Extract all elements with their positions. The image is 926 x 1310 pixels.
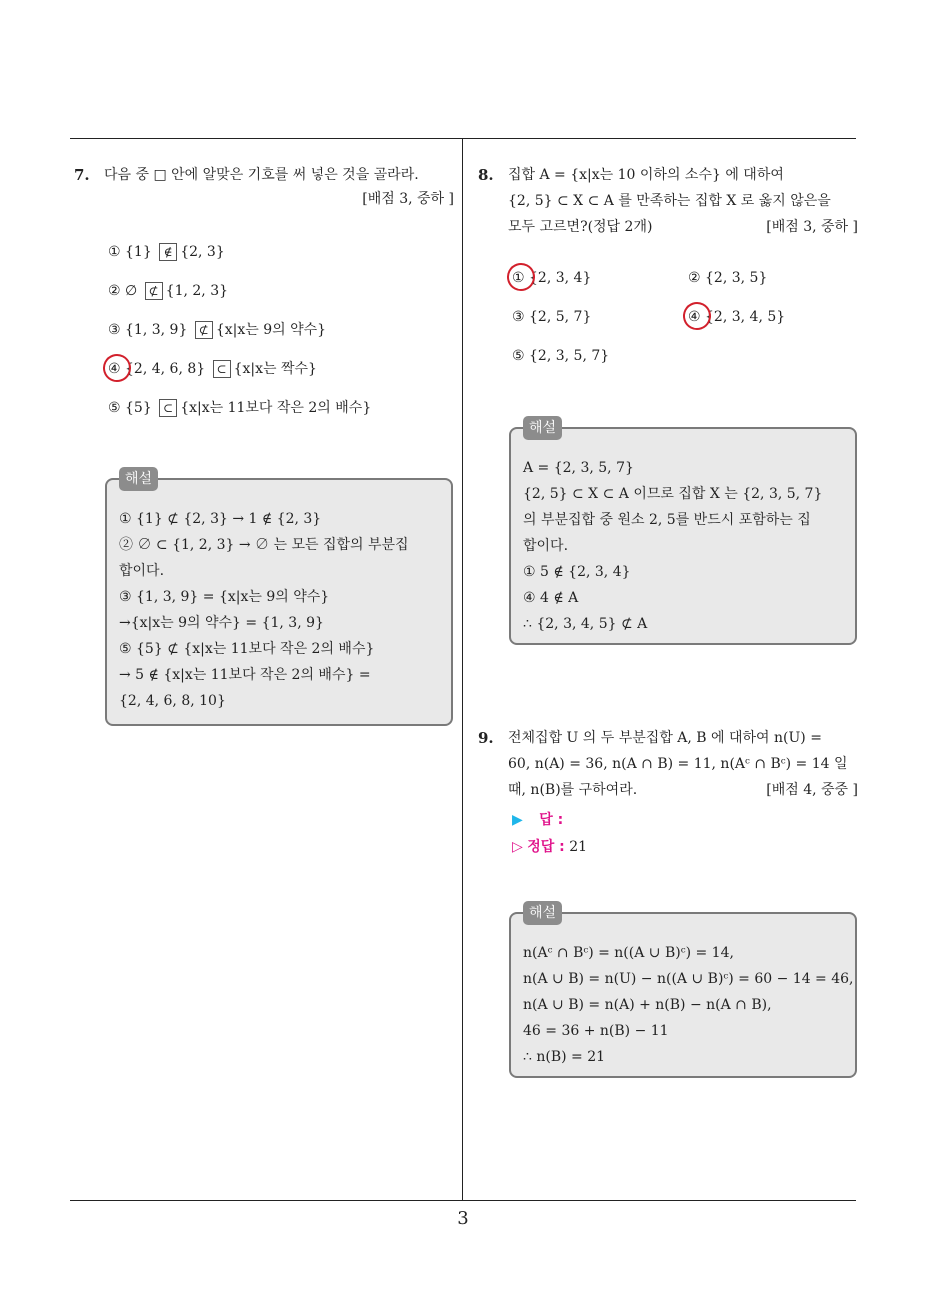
q7-option-2[interactable]: ② ∅ ⊄ {1, 2, 3} — [108, 283, 229, 299]
bottom-rule — [70, 1200, 856, 1201]
explanation-tag: 해설 — [523, 416, 562, 440]
q8-option-4[interactable]: ④ {2, 3, 4, 5} — [688, 309, 786, 325]
symbol-box: ⊄ — [195, 321, 213, 339]
play-arrow-icon: ▶ — [512, 812, 523, 828]
question-text-line: 때, n(B)를 구하여라. — [508, 782, 638, 798]
symbol-box: ∉ — [159, 243, 177, 261]
question-score: [배점 4, 중중 ] — [766, 782, 858, 798]
q8-option-1[interactable]: ① {2, 3, 4} — [512, 270, 592, 286]
answer-label: 답 : — [539, 812, 564, 828]
q8-option-2[interactable]: ② {2, 3, 5} — [688, 270, 768, 286]
question-8 — [478, 162, 858, 240]
question-number: 8. — [478, 166, 494, 184]
answer-row[interactable] — [512, 810, 563, 830]
symbol-box: ⊂ — [159, 399, 177, 417]
question-score: [배점 3, 중하 ] — [766, 219, 858, 235]
question-number: 9. — [478, 729, 494, 747]
column-divider — [462, 139, 463, 1201]
question-score: [배점 3, 중하 ] — [362, 191, 454, 207]
q7-option-3[interactable]: ③ {1, 3, 9} ⊄ {x|x는 9의 약수} — [108, 322, 327, 338]
symbol-box: ⊂ — [213, 360, 231, 378]
q9-explanation-box: 해설 n(Aᶜ ∩ Bᶜ) = n((A ∪ B)ᶜ) = 14, n(A ∪ B) = n(U) − n((A ∪ B)ᶜ) = 60 − 14 = 46, n(A ∪ B) = n(A) + n(B) − n(A ∩ B), 46 = 36 + n(B) − 11 ∴ n(B) = 21 — [509, 912, 857, 1078]
q7-option-4[interactable]: ④ {2, 4, 6, 8} ⊂ {x|x는 짝수} — [108, 361, 317, 377]
top-rule — [70, 138, 856, 139]
selected-circle-mark: ④ — [688, 309, 701, 325]
page-number: 3 — [457, 1208, 469, 1229]
question-7 — [74, 162, 454, 208]
question-text-line: 집합 A = {x|x는 10 이하의 소수} 에 대하여 — [508, 167, 784, 183]
question-9 — [478, 725, 858, 803]
symbol-box: ⊄ — [145, 282, 163, 300]
explanation-tag: 해설 — [119, 467, 158, 491]
q7-option-1[interactable]: ① {1} ∉ {2, 3} — [108, 244, 225, 260]
question-text-line: {2, 5} ⊂ X ⊂ A 를 만족하는 집합 X 로 옳지 않은을 — [508, 193, 831, 209]
correct-answer-row — [512, 837, 587, 857]
q7-explanation-box: 해설 ① {1} ⊄ {2, 3} → 1 ∉ {2, 3} ② ∅ ⊂ {1, 2, 3} → ∅ 는 모든 집합의 부분집 합이다. ③ {1, 3, 9} = {x|x는 9의 약수} →{x|x는 9의 약수} = {1, 3, 9} ⑤ {5} ⊄ {x|x는 11보다 작은 2의 배수} → 5 ∉ {x|x는 11보다 작은 2의 배수} = {2, 4, 6, 8, 10} — [105, 478, 453, 726]
correct-answer-value: 21 — [569, 839, 588, 855]
selected-circle-mark: ① — [512, 270, 525, 286]
correct-answer-label: 정답 : — [527, 839, 565, 855]
question-text-line: 전체집합 U 의 두 부분집합 A, B 에 대하여 n(U) = — [508, 730, 822, 746]
q8-explanation-box: 해설 A = {2, 3, 5, 7} {2, 5} ⊂ X ⊂ A 이므로 집합 X 는 {2, 3, 5, 7} 의 부분집합 중 원소 2, 5를 반드시 포함하는 집 합이다. ① 5 ∉ {2, 3, 4} ④ 4 ∉ A ∴ {2, 3, 4, 5} ⊄ A — [509, 427, 857, 645]
q8-option-5[interactable]: ⑤ {2, 3, 5, 7} — [512, 348, 610, 364]
question-text: 다음 중 □ 안에 알맞은 기호를 써 넣은 것을 골라라. — [104, 167, 419, 183]
selected-circle-mark: ④ — [108, 361, 121, 377]
question-text-line: 모두 고르면?(정답 2개) — [508, 219, 653, 235]
outline-arrow-icon: ▷ — [512, 839, 523, 855]
question-number: 7. — [74, 166, 90, 184]
q7-option-5[interactable]: ⑤ {5} ⊂ {x|x는 11보다 작은 2의 배수} — [108, 400, 372, 416]
explanation-tag: 해설 — [523, 901, 562, 925]
q8-option-3[interactable]: ③ {2, 5, 7} — [512, 309, 592, 325]
question-text-line: 60, n(A) = 36, n(A ∩ B) = 11, n(Aᶜ ∩ Bᶜ) = 14 일 — [508, 756, 848, 772]
